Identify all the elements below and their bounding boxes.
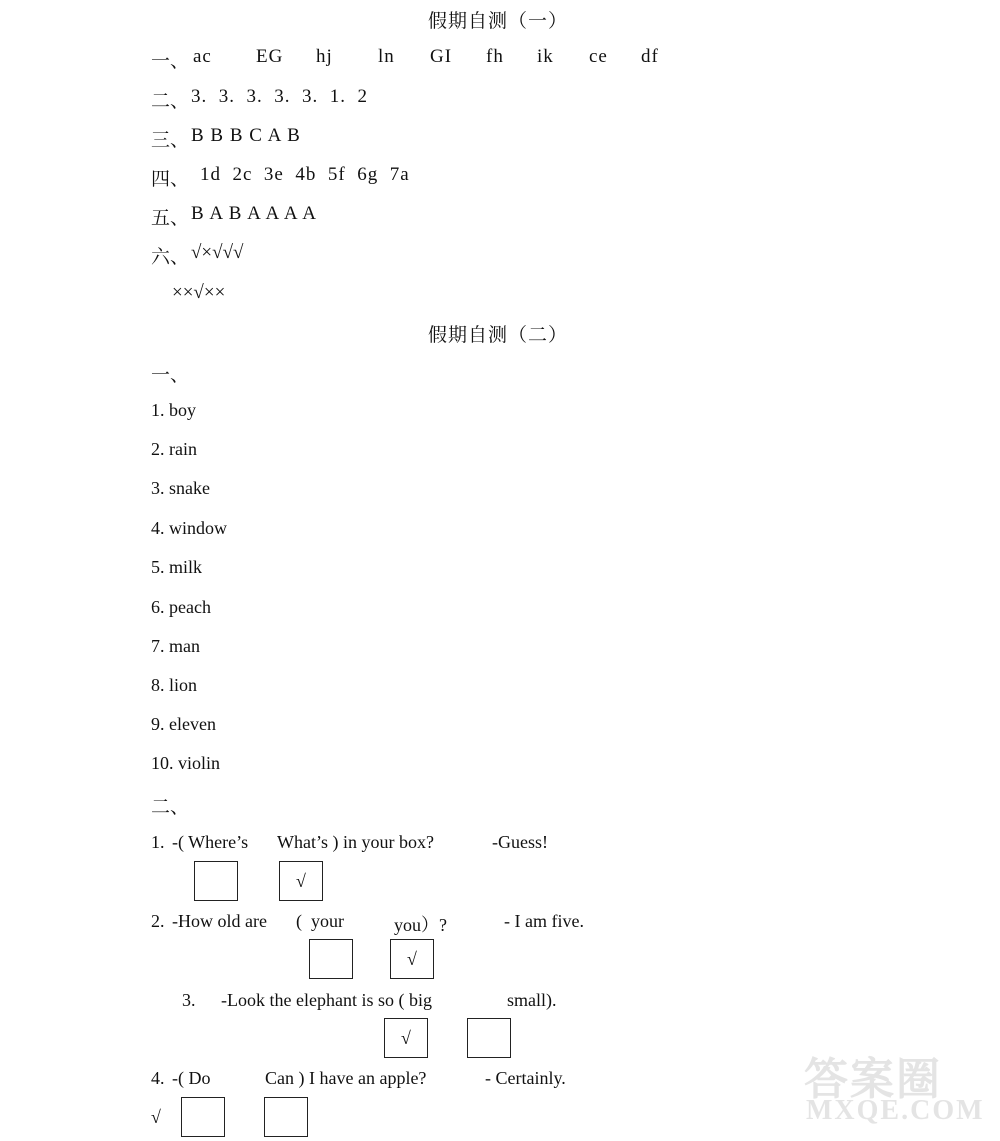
watermark-logo (802, 1043, 985, 1133)
s1-q1-item: fh (486, 46, 504, 67)
s1-q6-line2: ××√×× (172, 282, 226, 303)
s1-q1-item: ac (193, 46, 212, 67)
s1-q1-num: 一、 (151, 51, 190, 72)
question-option: What’s ) in your box? (277, 832, 434, 852)
s1-q5-text: B A B A A A A (191, 203, 318, 224)
s2-part2-num: 二、 (151, 797, 190, 818)
vocab-item: 5. milk (151, 557, 203, 577)
s1-q5-num: 五、 (151, 208, 190, 229)
vocab-item: 2. rain (151, 439, 197, 459)
vocab-item: 8. lion (151, 675, 198, 695)
question-num: 1. (151, 832, 165, 852)
s1-q1-item: EG (256, 46, 284, 67)
answer-box[interactable] (309, 939, 353, 979)
s1-q1-item: GI (430, 46, 453, 67)
question-option: Can ) I have an apple? (265, 1068, 427, 1088)
vocab-item: 6. peach (151, 597, 211, 617)
s2-part1-num: 一、 (151, 365, 190, 386)
s1-q3-text: B B B C A B (191, 125, 301, 146)
answer-box[interactable]: √ (384, 1018, 428, 1058)
answer-box[interactable] (467, 1018, 511, 1058)
s1-q1-item: ik (537, 46, 554, 67)
answer-box[interactable] (181, 1097, 225, 1137)
vocab-item: 4. window (151, 518, 227, 538)
question-reply: - Certainly. (485, 1068, 566, 1088)
question-prompt: -( Where’s (172, 832, 249, 852)
s1-q4-text: 1d 2c 3e 4b 5f 6g 7a (200, 164, 410, 185)
watermark-top-text: 答案圈 (804, 1055, 942, 1104)
s1-q6-num: 六、 (151, 247, 190, 268)
s1-q4-num: 四、 (151, 169, 190, 190)
question-num: 4. (151, 1068, 165, 1088)
question-option: small). (507, 990, 557, 1010)
question-reply: -Guess! (492, 832, 548, 852)
answer-box[interactable] (264, 1097, 308, 1137)
s1-q6-line1: √×√√√ (191, 242, 244, 263)
vocab-item: 10. violin (151, 753, 221, 773)
check-mark: √ (151, 1107, 161, 1127)
question-option: you）? (394, 915, 447, 935)
vocab-item: 1. boy (151, 400, 196, 420)
s1-q2-num: 二、 (151, 91, 190, 112)
s1-q1-item: hj (316, 46, 333, 67)
vocab-item: 7. man (151, 636, 200, 656)
question-num: 2. (151, 911, 165, 931)
question-prompt: -How old are (172, 911, 267, 931)
section1-title: 假期自测（一） (428, 11, 569, 32)
vocab-item: 9. eleven (151, 714, 216, 734)
question-num: 3. (182, 990, 196, 1010)
section2-title: 假期自测（二） (428, 325, 569, 346)
s1-q2-text: 3. 3. 3. 3. 3. 1. 2 (191, 86, 368, 107)
question-prompt: -( Do (172, 1068, 211, 1088)
s1-q1-item: df (641, 46, 659, 67)
answer-box[interactable] (194, 861, 238, 901)
s1-q3-num: 三、 (151, 130, 190, 151)
s1-q1-item: ln (378, 46, 395, 67)
question-prompt: -Look the elephant is so ( big (221, 990, 432, 1010)
answer-box[interactable]: √ (390, 939, 434, 979)
vocab-item: 3. snake (151, 478, 210, 498)
s1-q1-item: ce (589, 46, 608, 67)
question-reply: - I am five. (504, 911, 584, 931)
watermark-bottom-text: MXQE.COM (806, 1095, 985, 1126)
answer-box[interactable]: √ (279, 861, 323, 901)
question-option: ( your (296, 911, 344, 931)
